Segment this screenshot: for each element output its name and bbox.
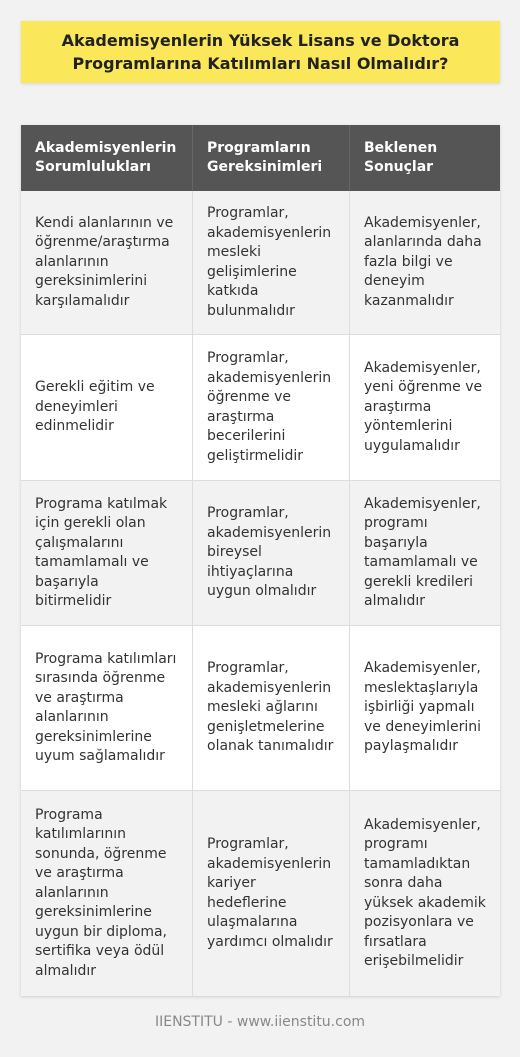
header-expected-results: Beklenen Sonuçlar: [364, 139, 438, 175]
table-cell: Programa katılımları sırasında öğrenme ve araştırma alanlarının gereksinimlerine uyum sağlamalıdır: [21, 626, 193, 790]
table-cell: Programlar, akademisyenlerin öğrenme ve araştırma becerilerini geliştirmelidir: [193, 335, 350, 480]
title-banner: [21, 21, 500, 83]
table-cell: Akademisyenler, meslektaşlarıyla işbirliği yapmalı ve deneyimlerini paylaşmalıdır: [364, 660, 482, 755]
table-cell: Akademisyenler, programı tamamladıktan sonra daha yüksek akademik pozisyonlara ve fırsatlara erişebilmelidir: [364, 816, 486, 969]
header-requirements: Programların Gereksinimleri: [193, 125, 350, 191]
table-row: [21, 626, 500, 791]
header-responsibilities: Akademisyenlerin Sorumlulukları: [21, 125, 193, 191]
table-cell: Programa katılmak için gerekli olan çalışmalarını tamamlamalı ve başarıyla bitirmelidir: [21, 481, 193, 625]
footer-credit: IIENSTITU - www.iienstitu.com: [154, 1014, 366, 1030]
table-cell: Akademisyenler, alanlarında daha fazla bilgi ve deneyim kazanmalıdır: [364, 214, 482, 309]
table-cell: Gerekli eğitim ve deneyimleri edinmelidir: [21, 335, 193, 480]
table-cell: Programlar, akademisyenlerin bireysel ihtiyaçlarına uygun olmalıdır: [193, 481, 350, 625]
table-cell: Programlar, akademisyenlerin mesleki ağlarını genişletmelerine olanak tanımalıdır: [193, 626, 350, 790]
table-cell: Programa katılımlarının sonunda, öğrenme ve araştırma alanlarının gereksinimlerine uygun bir diploma, sertifika veya ödül almalıdır: [21, 791, 193, 996]
comparison-table: [21, 125, 500, 996]
table-cell: Akademisyenler, programı başarıyla tamamlamalı ve gerekli kredileri almalıdır: [364, 495, 481, 609]
table-cell: Akademisyenler, yeni öğrenme ve araştırma yöntemlerini uygulamalıdır: [364, 359, 483, 454]
table-cell: Kendi alanlarının ve öğrenme/araştırma alanlarının gereksinimlerini karşılamalıdır: [21, 191, 193, 334]
table-header-row: [21, 125, 500, 191]
table-cell: Programlar, akademisyenlerin mesleki gelişimlerine katkıda bulunmalıdır: [193, 191, 350, 334]
table-cell: Programlar, akademisyenlerin kariyer hedeflerine ulaşmalarına yardımcı olmalıdır: [193, 791, 350, 996]
table-row: [21, 191, 500, 335]
table-row: [21, 791, 500, 996]
table-row: [21, 335, 500, 481]
table-row: [21, 481, 500, 626]
page-title: Akademisyenlerin Yüksek Lisans ve Doktora Programlarına Katılımları Nasıl Olmalıdır?: [61, 31, 460, 73]
